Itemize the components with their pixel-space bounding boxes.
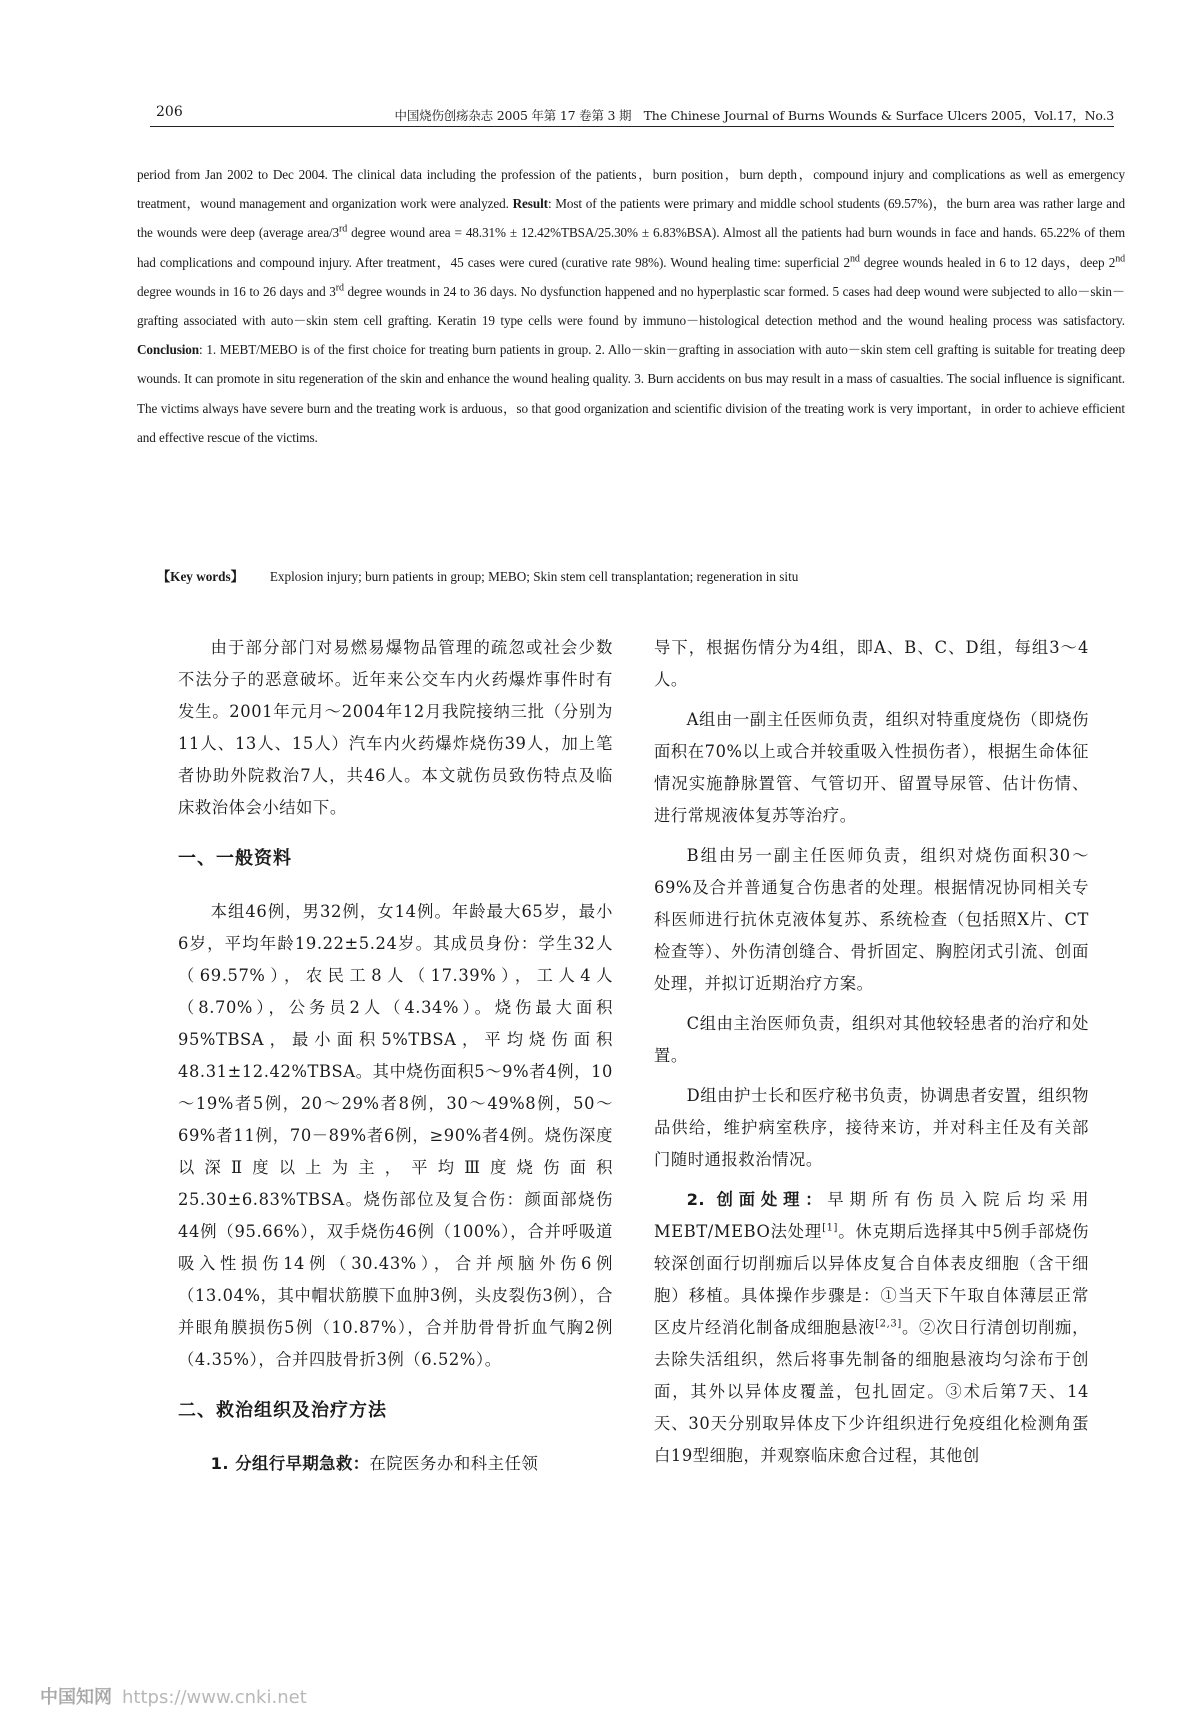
abstract-text-7: : 1. MEBT/MEBO is of the first choice for treating burn patients in group. 2. Allo－skin－grafting in association with auto－skin stem cell grafting is suitable for treating deep wounds. It can promote in situ regeneration of the skin and enhance the wound healing quality. 3. Burn accidents on bus may result in a mass of casualties. The social influence is significant. The victims always have severe burn and the treating work is arduous，so that good organization and scientific division of the treating work is very important，in order to achieve efficient and effective rescue of the victims. (137, 342, 1125, 445)
group-b-paragraph: B组由另一副主任医师负责，组织对烧伤面积30～69%及合并普通复合伤患者的处理。根据情况协同相关专科医师进行抗休克液体复苏、系统检查（包括照X片、CT检查等）、外伤清创缝合、骨折固定、胸腔闭式引流、创面处理，并拟订近期治疗方案。 (654, 846, 1089, 993)
keywords (157, 566, 1137, 585)
subsection-label: 1. 分组行早期急救： (210, 1454, 370, 1473)
group-a-paragraph: A组由一副主任医师负责，组织对特重度烧伤（即烧伤面积在70%以上或合并较重吸入性损伤者），根据生命体征情况实施静脉置管、气管切开、留置导尿管、估计伤情、进行常规液体复苏等治疗。 (654, 710, 1089, 825)
right-column (654, 632, 1089, 1480)
section-heading: 二、救治组织及治疗方法 (178, 1400, 387, 1421)
abstract-text-5: degree wounds in 16 to 26 days and 3 (137, 283, 336, 299)
cnki-url: https://www.cnki.net (122, 1687, 307, 1708)
subsection-label: 2. 创面处理： (686, 1190, 828, 1209)
watermark-footer (40, 1683, 307, 1709)
group-c-paragraph: C组由主治医师负责，组织对其他较轻患者的治疗和处置。 (654, 1014, 1089, 1065)
left-column (178, 632, 613, 1488)
wound-management-paragraph (654, 1184, 1089, 1472)
superscript: rd (335, 282, 344, 294)
abstract-text-4: degree wounds healed in 6 to 12 days，deep 2 (859, 254, 1116, 270)
superscript: nd (849, 253, 860, 265)
section-heading: 一、一般资料 (178, 848, 292, 869)
abstract-text-3: degree wound area = 48.31% ± 12.42%TBSA/25.30% ± 6.83%BSA). Almost all the patients had burn wounds in face and hands. 65.22% of them had complications and compound injury. After treatment，45 cases were cured (curative rate 98%). Wound healing time: superficial 2 (137, 225, 1125, 270)
group-d-paragraph: D组由护士长和医疗秘书负责，协调患者安置，组织物品供给，维护病室秩序，接待来访，并对科主任及有关部门随时通报救治情况。 (654, 1086, 1089, 1169)
cnki-brand: 中国知网 (40, 1687, 112, 1708)
running-header (150, 104, 1114, 127)
continued-paragraph: 导下，根据伤情分为4组，即A、B、C、D组，每组3～4人。 (654, 638, 1089, 689)
reference-marker: [2,3] (875, 1318, 902, 1330)
abstract-text-2: : Most of the patients were primary and middle school students (69.57%)，the burn area was rather large and the wounds were deep (average area/3 (137, 196, 1125, 241)
superscript: nd (1115, 253, 1125, 265)
general-data-paragraph: 本组46例，男32例，女14例。年龄最大65岁，最小6岁，平均年龄19.22±5.24岁。其成员身份：学生32人（69.57%），农民工8人（17.39%），工人4人（8.70%），公务员2人（4.34%）。烧伤最大面积95%TBSA，最小面积5%TBSA，平均烧伤面积48.31±12.42%TBSA。其中烧伤面积5～9%者4例，10～19%者5例，20～29%者8例，30～49%8例，50～69%者11例，70－89%者6例，≥90%者4例。烧伤深度以深Ⅱ度以上为主，平均Ⅲ度烧伤面积25.30±6.83%TBSA。烧伤部位及复合伤：颜面部烧伤44例（95.66%），双手烧伤46例（100%），合并呼吸道吸入性损伤14例（30.43%），合并颅脑外伤6例（13.04%，其中帽状筋膜下血肿3例，头皮裂伤3例），合并眼角膜损伤5例（10.87%），合并肋骨骨折血气胸2例（4.35%），合并四肢骨折3例（6.52%）。 (178, 902, 613, 1369)
subsection-text: 在院医务办和科主任领 (369, 1454, 539, 1473)
page-number: 206 (156, 104, 183, 120)
reference-marker: [1] (822, 1222, 839, 1234)
journal-citation: 中国烧伤创疡杂志 2005 年第 17 卷第 3 期 The Chinese Journal of Burns Wounds & Surface Ulcers 2005，Vol.17，No.3 (394, 108, 1114, 123)
abstract-text-1: period from Jan 2002 to Dec 2004. The clinical data including the profession of the patients，burn position，burn depth，compound injury and complications as well as emergency treatment，wound management and organization work were analyzed. (137, 167, 1125, 212)
superscript: rd (339, 224, 348, 236)
english-abstract (137, 160, 1125, 452)
wound-text-c: 。②次日行清创切削痂，去除失活组织，然后将事先制备的细胞悬液均匀涂布于创面，其外以异体皮覆盖，包扎固定。③术后第7天、14天、30天分别取异体皮下少许组织进行免疫组化检测角蛋白19型细胞，并观察临床愈合过程，其他创 (654, 1318, 1089, 1465)
wound-text-b: 。休克期后选择其中5例手部烧伤较深创面行切削痂后以异体皮复合自体表皮细胞（含干细胞）移植。具体操作步骤是：①当天下午取自体薄层正常区皮片经消化制备成细胞悬液 (654, 1222, 1089, 1337)
early-rescue-paragraph (178, 1448, 613, 1480)
abstract-text-6: degree wounds in 24 to 36 days. No dysfunction happened and no hyperplastic scar formed. 5 cases had deep wound were subjected to allo－skin－grafting associated with auto－skin stem cell grafting. Keratin 19 type cells were found by immuno－histological detection method and the wound healing process was satisfactory. (137, 283, 1125, 329)
keywords-label: 【Key words】 (157, 569, 244, 584)
keywords-text: Explosion injury; burn patients in group; MEBO; Skin stem cell transplantation; regeneration in situ (269, 569, 799, 584)
result-label: Result (512, 196, 548, 212)
wound-text-a: 早期所有伤员入院后均采用MEBT/MEBO法处理 (654, 1190, 1090, 1241)
intro-paragraph: 由于部分部门对易燃易爆物品管理的疏忽或社会少数不法分子的恶意破坏。近年来公交车内火药爆炸事件时有发生。2001年元月～2004年12月我院接纳三批（分别为11人、13人、15人）汽车内火药爆炸烧伤39人，加上笔者协助外院救治7人，共46人。本文就伤员致伤特点及临床救治体会小结如下。 (178, 638, 613, 817)
conclusion-label: Conclusion (137, 342, 200, 358)
